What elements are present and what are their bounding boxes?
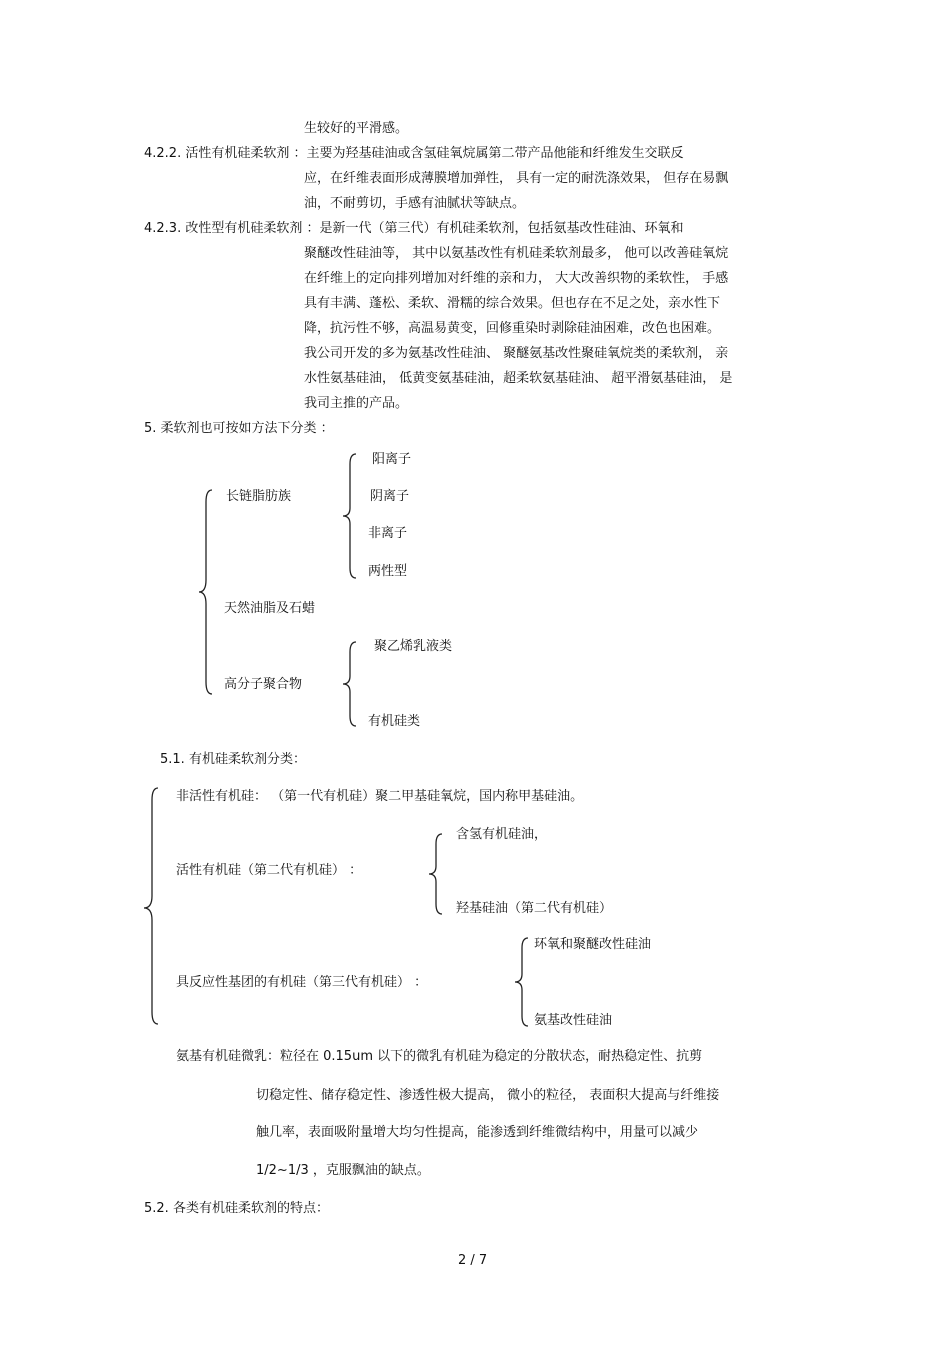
section-4-2-3-heading: 4.2.3. 改性型有机硅柔软剂 ：是新一代（第三代）有机硅柔软剂，包括氨基改性硅油、环氧和 bbox=[144, 221, 684, 236]
cationic-label: 阳离子 bbox=[372, 452, 412, 467]
paragraph-line: 我司主推的产品。 bbox=[304, 396, 409, 411]
paragraph-line: 降，抗污性不够，高温易黄变，回修重染时剥除硅油困难，改色也困难。 bbox=[304, 321, 721, 336]
natural-oil-wax-label: 天然油脂及石蜡 bbox=[224, 601, 316, 616]
section-4-2-2-heading: 4.2.2. 活性有机硅柔软剂 ：主要为羟基硅油或含氢硅氧烷属第二带产品他能和纤维发生交联反 bbox=[144, 146, 684, 161]
brace-silicone-classification bbox=[140, 786, 162, 1028]
brace-polymer bbox=[340, 640, 360, 728]
paragraph-line: 具有丰满、蓬松、柔软、滑糯的综合效果。但也存在不足之处，亲水性下 bbox=[304, 296, 721, 311]
microemulsion-line: 1/2~1/3 ，克服飘油的缺点。 bbox=[256, 1163, 430, 1178]
microemulsion-line: 触几率，表面吸附量增大均匀性提高，能渗透到纤维微结构中，用量可以减少 bbox=[256, 1125, 699, 1140]
active-silicone-label: 活性有机硅（第二代有机硅） ： bbox=[176, 863, 363, 878]
long-chain-aliphatic-label: 长链脂肪族 bbox=[226, 489, 292, 504]
page-number: 2 / 7 bbox=[458, 1253, 488, 1268]
silicone-label: 有机硅类 bbox=[368, 714, 421, 729]
section-5-heading: 5. 柔软剂也可按如方法下分类 ： bbox=[144, 421, 334, 436]
section-5-1-heading: 5.1. 有机硅柔软剂分类： bbox=[160, 752, 306, 767]
amino-silicone-label: 氨基改性硅油 bbox=[534, 1013, 613, 1028]
anionic-label: 阴离子 bbox=[370, 489, 410, 504]
paragraph-line: 我公司开发的多为氨基改性硅油、 聚醚氨基改性聚硅氧烷类的柔软剂， 亲 bbox=[304, 346, 729, 361]
inactive-silicone-label: 非活性有机硅： （第一代有机硅）聚二甲基硅氧烷，国内称甲基硅油。 bbox=[176, 789, 584, 804]
microemulsion-line: 氨基有机硅微乳：粒径在 0.15um 以下的微乳有机硅为稳定的分散状态，耐热稳定性、抗剪 bbox=[176, 1049, 703, 1064]
epoxy-polyether-silicone-label: 环氧和聚醚改性硅油 bbox=[534, 937, 652, 952]
brace-long-chain bbox=[340, 452, 360, 580]
brace-active-silicone bbox=[426, 832, 446, 918]
polymer-label: 高分子聚合物 bbox=[224, 677, 303, 692]
reactive-silicone-label: 具反应性基团的有机硅（第三代有机硅） ： bbox=[176, 975, 428, 990]
brace-reactive-silicone bbox=[512, 936, 532, 1030]
nonionic-label: 非离子 bbox=[368, 526, 408, 541]
paragraph-line: 在纤维上的定向排列增加对纤维的亲和力， 大大改善织物的柔软性， 手感 bbox=[304, 271, 729, 286]
hydrogen-silicone-oil-label: 含氢有机硅油， bbox=[456, 827, 548, 842]
paragraph-line: 应，在纤维表面形成薄膜增加弹性， 具有一定的耐洗涤效果， 但存在易飘 bbox=[304, 171, 729, 186]
paragraph-line: 水性氨基硅油， 低黄变氨基硅油，超柔软氨基硅油、 超平滑氨基硅油， 是 bbox=[304, 371, 733, 386]
brace-main-classification bbox=[196, 488, 216, 696]
paragraph-line: 聚醚改性硅油等， 其中以氨基改性有机硅柔软剂最多， 他可以改善硅氧烷 bbox=[304, 246, 729, 261]
polyethylene-emulsion-label: 聚乙烯乳液类 bbox=[374, 639, 453, 654]
section-5-2-heading: 5.2. 各类有机硅柔软剂的特点： bbox=[144, 1201, 329, 1216]
paragraph-line: 油，不耐剪切，手感有油腻状等缺点。 bbox=[304, 196, 526, 211]
hydroxy-silicone-oil-label: 羟基硅油（第二代有机硅） bbox=[456, 901, 613, 916]
amphoteric-label: 两性型 bbox=[368, 564, 408, 579]
paragraph-line: 生较好的平滑感。 bbox=[304, 121, 409, 136]
microemulsion-line: 切稳定性、储存稳定性、渗透性极大提高， 微小的粒径， 表面积大提高与纤维接 bbox=[256, 1088, 720, 1103]
